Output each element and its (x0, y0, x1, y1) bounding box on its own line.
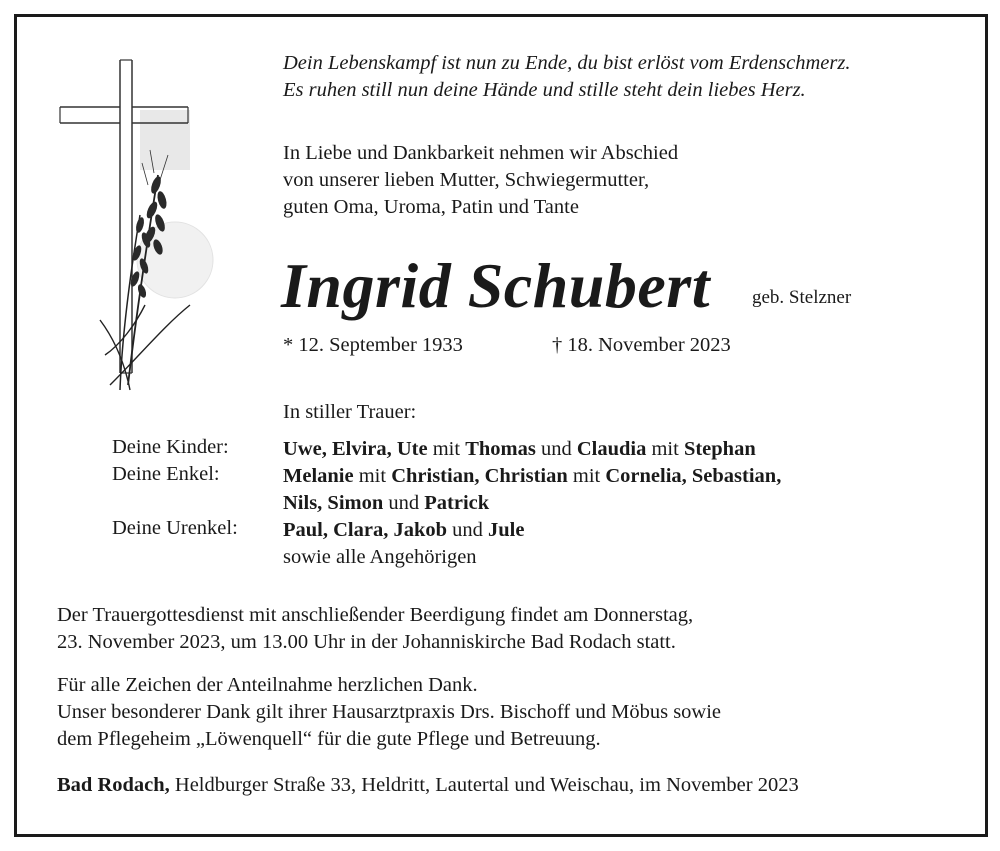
cross-with-wheat-icon (50, 55, 220, 395)
grandchild-name-group: Patrick (424, 492, 490, 514)
great-grandchildren-label: Deine Urenkel: (112, 517, 238, 539)
mourning-label: In stiller Trauer: (283, 401, 417, 423)
grandchildren-line (283, 490, 781, 517)
children-names (283, 436, 756, 463)
verse-line: Es ruhen still nun deine Hände und stille steht dein liebes Herz. (283, 79, 806, 101)
children-label: Deine Kinder: (112, 436, 229, 458)
thanks-text (57, 672, 721, 753)
other-relatives: sowie alle Angehörigen (283, 546, 477, 568)
closing-place: Bad Rodach, (57, 774, 170, 796)
great-grandchildren-line (283, 517, 524, 544)
children-name-group: Thomas (465, 438, 536, 460)
intro-text (283, 140, 678, 221)
grandchild-name-group: Melanie (283, 465, 354, 487)
grandchild-name-group: Nils, Simon (283, 492, 384, 514)
grandchildren-label: Deine Enkel: (112, 463, 220, 485)
connector-text: mit (427, 438, 466, 460)
intro-line: von unserer lieben Mutter, Schwiegermutter, (283, 169, 650, 191)
connector-text: und (383, 492, 425, 514)
connector-text: mit (567, 465, 606, 487)
birth-date: * 12. September 1933 (283, 334, 463, 356)
thanks-line: Unser besonderer Dank gilt ihrer Hausarztpraxis Drs. Bischoff und Möbus sowie (57, 701, 722, 723)
connector-text: mit (646, 438, 684, 460)
children-name-group: Stephan (683, 438, 756, 460)
great-grandchild-name-group: Paul, Clara, Jakob (283, 519, 448, 541)
children-name-group: Uwe, Elvira, Ute (283, 438, 428, 460)
closing-address (57, 774, 799, 797)
grandchild-name-group: Cornelia, Sebastian, (605, 465, 782, 487)
thanks-line: Für alle Zeichen der Anteilnahme herzlichen Dank. (57, 674, 478, 696)
funeral-service-info (57, 602, 693, 656)
great-grandchildren-names (283, 517, 524, 571)
maiden-name: geb. Stelzner (752, 287, 852, 308)
verse (283, 50, 850, 104)
death-date: † 18. November 2023 (552, 334, 731, 356)
thanks-line: dem Pflegeheim „Löwenquell“ für die gute Pflege und Betreuung. (57, 728, 601, 750)
grandchildren-names (283, 463, 781, 517)
connector-text: und (535, 438, 577, 460)
closing-rest: Heldburger Straße 33, Heldritt, Lautertal und Weischau, im November 2023 (169, 774, 799, 796)
grandchildren-line (283, 463, 781, 490)
service-line: 23. November 2023, um 13.00 Uhr in der Johanniskirche Bad Rodach statt. (57, 631, 676, 653)
intro-line: In Liebe und Dankbarkeit nehmen wir Abschied (283, 142, 679, 164)
intro-line: guten Oma, Uroma, Patin und Tante (283, 196, 579, 218)
connector-text: und (447, 519, 489, 541)
verse-line: Dein Lebenskampf ist nun zu Ende, du bist erlöst vom Erdenschmerz. (283, 52, 851, 74)
grandchild-name-group: Christian, Christian (391, 465, 568, 487)
connector-text: mit (353, 465, 392, 487)
children-name-group: Claudia (576, 438, 647, 460)
great-grandchild-name-group: Jule (488, 519, 525, 541)
service-line: Der Trauergottesdienst mit anschließender Beerdigung findet am Donnerstag, (57, 604, 694, 626)
deceased-name: Ingrid Schubert (281, 250, 710, 321)
